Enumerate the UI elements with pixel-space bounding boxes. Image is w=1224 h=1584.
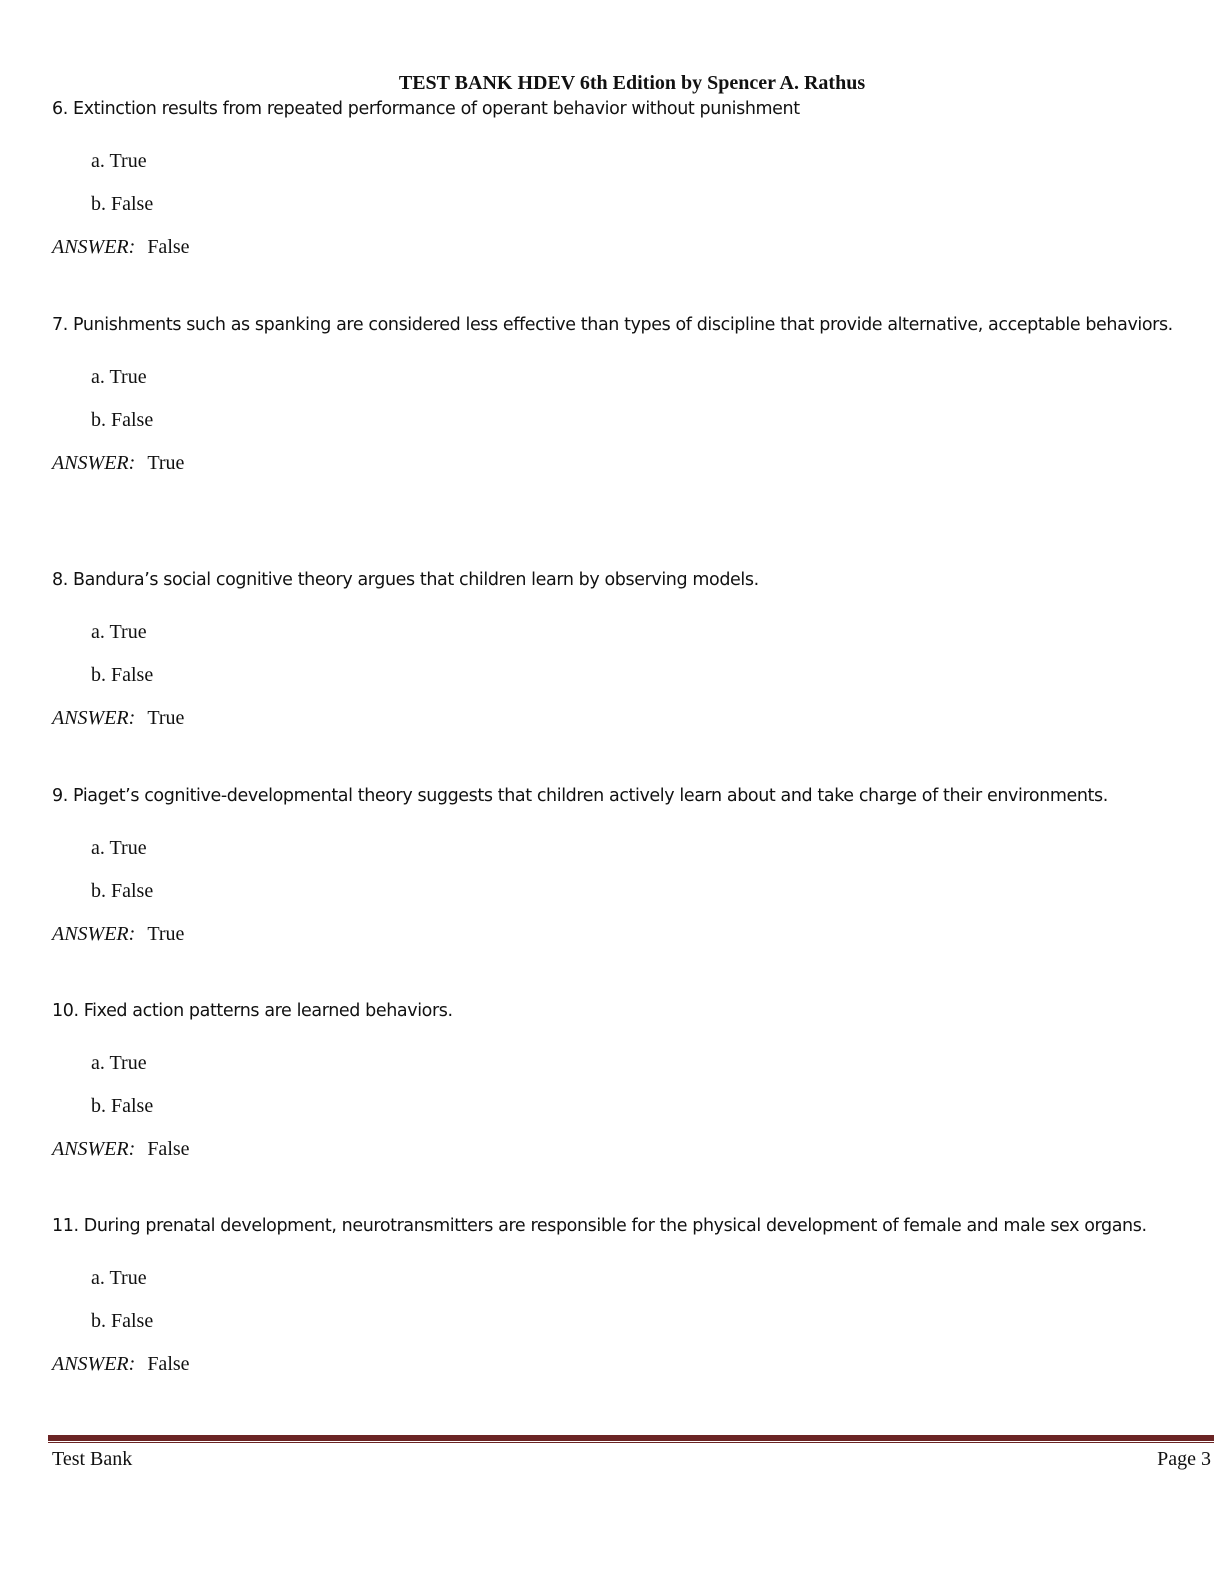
answer-label: ANSWER:: [52, 1138, 136, 1160]
question-7: [52, 306, 1217, 474]
option-a: a. True: [91, 621, 147, 643]
option-a: a. True: [91, 366, 147, 388]
answer-label: ANSWER:: [52, 236, 136, 258]
answer-value: False: [147, 1138, 190, 1160]
answer-value: True: [147, 923, 185, 945]
question-text: 10. Fixed action patterns are learned behaviors.: [52, 1001, 453, 1021]
footer-left-text: Test Bank: [52, 1448, 133, 1470]
answer-line: [52, 1353, 1217, 1375]
question-text: 8. Bandura’s social cognitive theory argues that children learn by observing models.: [52, 570, 759, 590]
option-a: a. True: [91, 150, 147, 172]
page-title: TEST BANK HDEV 6th Edition by Spencer A. Rathus: [398, 72, 866, 94]
option-a: a. True: [91, 1267, 147, 1289]
answer-line: [52, 236, 1217, 258]
option-a: a. True: [91, 837, 147, 859]
page-number: Page 3: [1157, 1448, 1211, 1470]
answer-value: True: [147, 452, 185, 474]
question-6: [52, 90, 1217, 258]
question-text: 9. Piaget’s cognitive-developmental theory suggests that children actively learn about and take charge of their environments.: [52, 786, 1108, 806]
option-b: b. False: [91, 880, 154, 902]
option-a: a. True: [91, 1052, 147, 1074]
option-b: b. False: [91, 193, 154, 215]
footer-divider: [48, 1435, 1214, 1441]
option-b: b. False: [91, 1310, 154, 1332]
answer-label: ANSWER:: [52, 707, 136, 729]
answer-line: [52, 707, 1217, 729]
question-text: 6. Extinction results from repeated performance of operant behavior without punishment: [52, 99, 800, 119]
answer-label: ANSWER:: [52, 923, 136, 945]
footer-divider-thin: [48, 1442, 1214, 1443]
answer-line: [52, 923, 1217, 945]
option-b: b. False: [91, 664, 154, 686]
option-b: b. False: [91, 409, 154, 431]
question-11: [52, 1207, 1217, 1375]
answer-label: ANSWER:: [52, 452, 136, 474]
answer-value: False: [147, 1353, 190, 1375]
answer-value: True: [147, 707, 185, 729]
question-text: 11. During prenatal development, neurotransmitters are responsible for the physical development of female and male sex organs.: [52, 1216, 1147, 1236]
option-b: b. False: [91, 1095, 154, 1117]
answer-value: False: [147, 236, 190, 258]
answer-line: [52, 452, 1217, 474]
answer-label: ANSWER:: [52, 1353, 136, 1375]
answer-line: [52, 1138, 1217, 1160]
question-8: [52, 561, 1217, 729]
question-9: [52, 777, 1217, 945]
question-text: 7. Punishments such as spanking are considered less effective than types of discipline that provide alternative, acceptable behaviors.: [52, 315, 1173, 335]
question-10: [52, 992, 1217, 1160]
